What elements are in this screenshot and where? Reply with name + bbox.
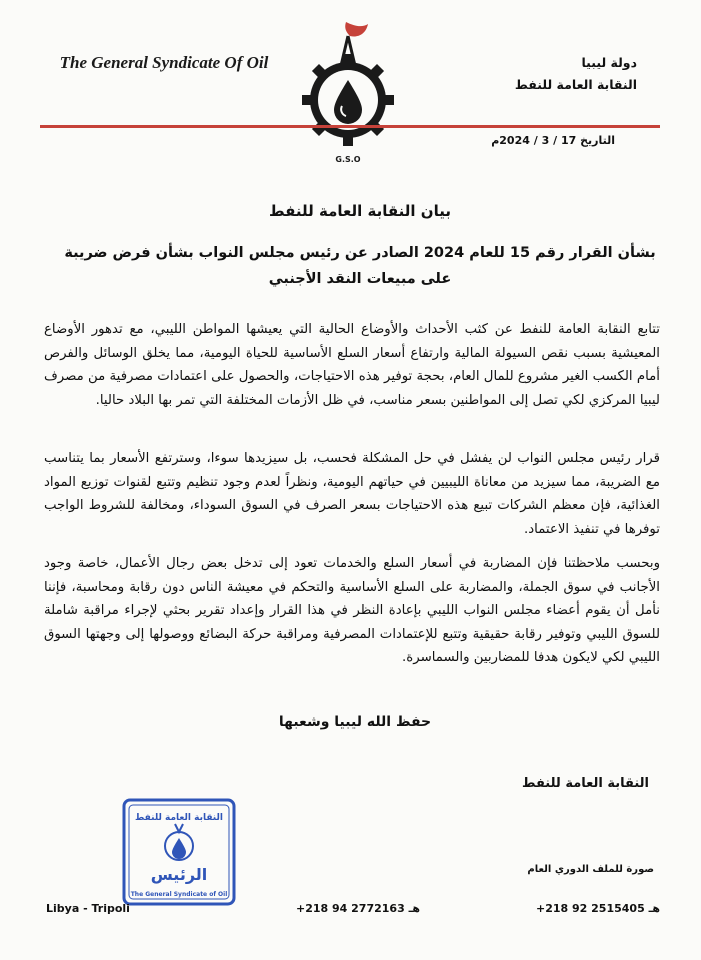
document-date: التاريخ 17 / 3 / 2024م	[491, 134, 615, 147]
official-stamp-icon	[120, 796, 238, 908]
stamp-top-text: النقابة العامة للنفط	[135, 813, 223, 823]
header-divider	[40, 125, 660, 128]
paragraph-3: وبحسب ملاحظتنا فإن المضاربة في أسعار السلع والخدمات تعود إلى تدخل بعض رجال الأعمال، خاصة وجود الأجانب في سوق الجملة، والمضاربة على السلع الأساسية والتحكم في معيشة الناس دون رقابة ومحاسبة، فإننا نأمل أن يقوم أعضاء مجلس النواب الليبي بإعادة النظر في هذا القرار وإعداد تقرير بحثي لإجراء مراقبة شاملة للسوق الليبي وتوفير رقابة حقيقية وتتبع للإعتمادات المصرفية ومراقبة حركة البضائع ووصولها إلى وجهتها السوق الليبي لكي لايكون هدفا للمضاربين والسماسرة.	[44, 556, 660, 666]
paragraph-1: تتابع النقابة العامة للنفط عن كثب الأحداث والأوضاع الحالية التي يعيشها المواطن الليبي، مع تدهور الأوضاع المعيشية بسبب نقص السيولة المالية وارتفاع أسعار السلع الأساسية للحياة اليومية، مما يخلق الوسائل والفرص أمام الكسب الغير مشروع للمال العام، بحجة توفير هذه الاحتياجات، والحصول على اعتمادات مصرفية من مصرف ليبيا المركزي لكي تصل إلى المواطنين بسعر مناسب، في ظل الأزمات المختلفة التي تمر بها البلاد حاليا.	[44, 322, 660, 408]
signatory: النقابة العامة للنفط	[522, 776, 649, 791]
syndicate-logo-icon	[296, 18, 400, 168]
copy-note: صورة للملف الدوري العام	[527, 864, 654, 875]
document-subject: بشأن القرار رقم 15 للعام 2024 الصادر عن رئيس مجلس النواب بشأن فرض ضريبة على مبيعات النقد الأجنبي	[64, 245, 656, 287]
document-title: بيان النقابة العامة للنفط	[269, 202, 451, 220]
footer-phone-2: +218 92 2515405 هـ	[536, 902, 660, 915]
arabic-header	[437, 52, 637, 96]
footer-phone-1: +218 94 2772163 هـ	[296, 902, 420, 915]
stamp-bottom-text: The General Syndicate of Oil	[130, 891, 228, 898]
logo-caption: G.S.O	[335, 155, 361, 164]
org-name-arabic: النقابة العامة للنفط	[514, 77, 637, 92]
org-name-english: The General Syndicate Of Oil	[59, 53, 269, 72]
paragraph-2: قرار رئيس مجلس النواب لن يفشل في حل المشكلة فحسب، بل سيزيدها سوءا، وسترتفع الأسعار بما يتناسب مع الضريبة، مما سيزيد من معاناة الليبيين في حياتهم اليومية، ونظراً لعدم وجود تنظيم وتتبع لقنوات توزيع المواد الغذائية، فإن معظم الشركات تبيع هذه الاحتياجات بسعر الصرف في السوق السوداء، ومخالفة للشروط الواجب توفرها في تنفيذ الاعتماد.	[44, 451, 660, 537]
footer-city: Libya - Tripoli	[46, 902, 130, 915]
stamp-title: الرئيس	[150, 865, 208, 884]
closing-line: حفظ الله ليبيا وشعبها	[278, 714, 432, 730]
state-name: دولة ليبيا	[581, 55, 637, 70]
